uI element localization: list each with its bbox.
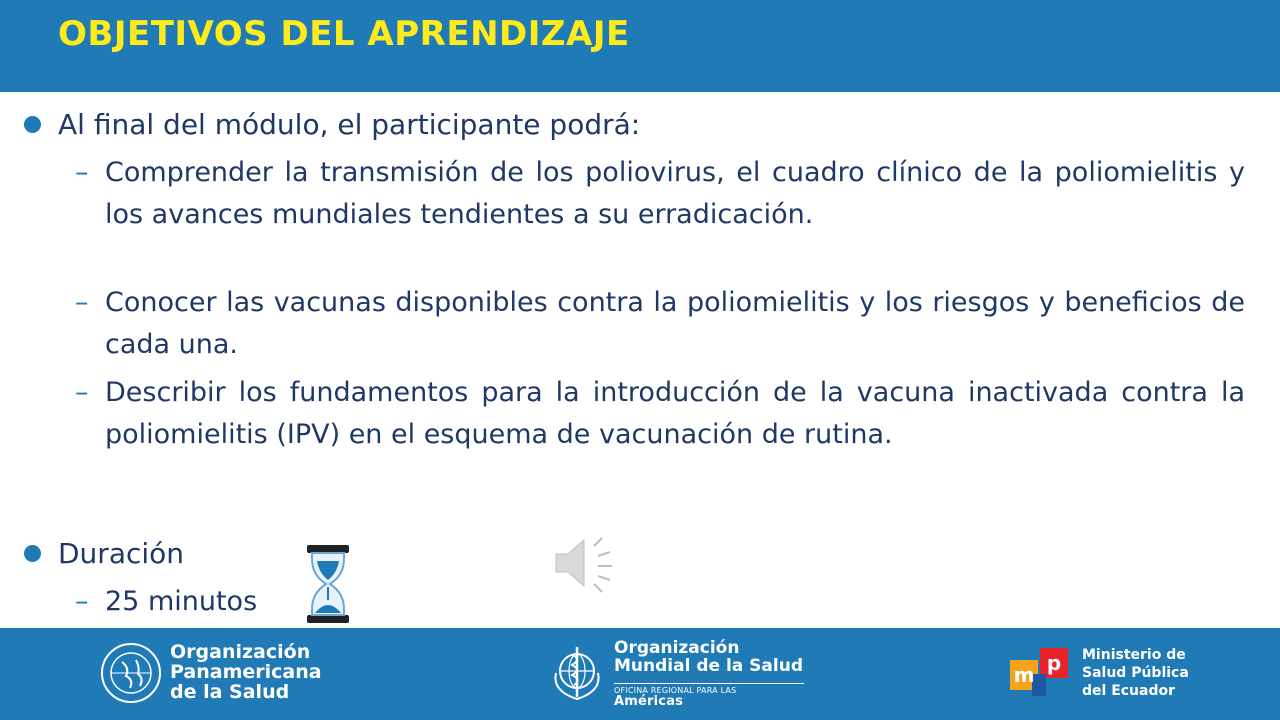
- ops-line1: Organización: [170, 641, 311, 664]
- oms-line1: Organización: [614, 638, 740, 658]
- msp-m-letter: m: [1013, 663, 1035, 687]
- objective-item: [75, 152, 1245, 236]
- dash-marker: –: [75, 377, 89, 408]
- msp-line1: Ministerio de: [1082, 646, 1186, 663]
- objective-text: Comprender la transmisión de los poliovirus, el cuadro clínico de la poliomielitis y los avances mundiales tendientes a su erradicación.: [105, 157, 1245, 230]
- objective-text: Conocer las vacunas disponibles contra la poliomielitis y los riesgos y beneficios de cada una.: [105, 287, 1245, 360]
- msp-logo: [1010, 644, 1189, 702]
- bullet-duration: [24, 537, 184, 570]
- footer-bar: [0, 628, 1280, 720]
- msp-emblem-icon: [1010, 644, 1070, 702]
- ops-logo: [100, 642, 322, 704]
- objective-item: [75, 372, 1245, 456]
- dash-marker: –: [75, 586, 89, 617]
- ops-line2: Panamericana: [170, 661, 322, 684]
- bullet-text: Al final del módulo, el participante podrá:: [58, 108, 641, 141]
- bullet-dot: [24, 545, 41, 562]
- oms-sub-prefix: OFICINA REGIONAL PARA LAS: [614, 685, 737, 695]
- duration-text: 25 minutos: [105, 586, 258, 617]
- bullet-text: Duración: [58, 537, 185, 570]
- slide-title: OBJETIVOS DEL APRENDIZAJE: [58, 14, 630, 54]
- paho-seal-icon: [100, 642, 162, 704]
- dash-marker: –: [75, 157, 89, 188]
- objective-item: [75, 282, 1245, 366]
- oms-logo: [548, 640, 804, 709]
- bullet-dot: [24, 116, 41, 133]
- dash-marker: –: [75, 287, 89, 318]
- oms-regional-office: [614, 683, 804, 709]
- duration-item: [75, 581, 295, 623]
- who-emblem-icon: [548, 643, 606, 705]
- oms-sub-region: Américas: [614, 694, 684, 710]
- hourglass-icon: [305, 545, 351, 623]
- msp-line3: del Ecuador: [1082, 683, 1176, 700]
- header-bar: [0, 0, 1280, 92]
- bullet-objectives: [24, 108, 640, 141]
- msp-line2: Salud Pública: [1082, 664, 1189, 681]
- oms-line2: Mundial de la Salud: [614, 655, 803, 676]
- ops-line3: de la Salud: [170, 680, 290, 703]
- speaker-icon[interactable]: [552, 532, 622, 594]
- msp-p-letter: p: [1046, 651, 1062, 675]
- objective-text: Describir los fundamentos para la introducción de la vacuna inactivada contra la poliomielitis (IPV) en el esquema de vacunación de rutina.: [105, 377, 1245, 450]
